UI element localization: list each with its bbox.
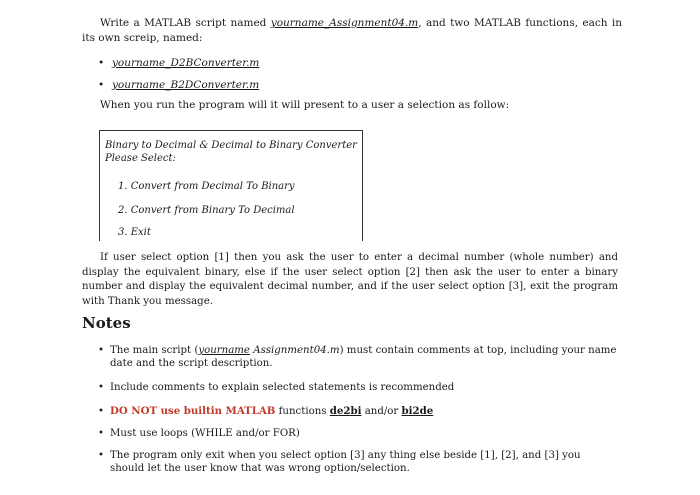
menu-option-3: 3. Exit <box>118 227 151 238</box>
menu-title: Binary to Decimal & Decimal to Binary Converter <box>105 140 357 151</box>
note-item: • Must use loops (WHILE and/or FOR) <box>98 427 618 440</box>
function-bi2de: bi2de <box>401 405 434 417</box>
intro-part2: , and two MATLAB functions, each in its own screip, named: <box>82 17 623 44</box>
notes-heading: Notes <box>82 314 131 332</box>
menu-option-1: 1. Convert from Decimal To Binary <box>118 181 295 192</box>
note-item: • Include comments to explain selected statements is recommended <box>98 381 618 394</box>
function-file-item: • yourname_D2BConverter.m <box>98 52 259 74</box>
note-item: • The program only exit when you select option [3] any thing else beside [1], [2], and [3] you should let the user know that was wrong option/selection. <box>98 449 618 475</box>
function-file-item: • yourname_B2DConverter.m <box>98 74 259 96</box>
menu-preview-box <box>99 130 363 241</box>
warning-text: DO NOT use builtin MATLAB <box>110 405 276 417</box>
when-run-text: When you run the program will it will present to a user a selection as follow: <box>100 99 510 111</box>
intro-part1: Write a MATLAB script named <box>100 17 267 29</box>
note-item: • DO NOT use builtin MATLAB functions de2bi and/or bi2de <box>98 405 618 418</box>
intro-text <box>82 16 622 46</box>
function-file-list <box>98 52 259 96</box>
script-name: yourname_Assignment04.m <box>270 17 419 29</box>
note-item: • The main script (yourname Assignment04.m) must contain comments at top, including your name date and the script description. <box>98 344 618 370</box>
menu-option-2: 2. Convert from Binary To Decimal <box>118 205 295 216</box>
notes-list <box>98 344 618 475</box>
menu-prompt: Please Select: <box>105 153 176 164</box>
function-de2bi: de2bi <box>329 405 362 417</box>
instruction-paragraph: If user select option [1] then you ask the user to enter a decimal number (whole number) and display the equivalent binary, else if the user select option [2] then ask the user to enter a binary number and display the equivalent decimal number, and if the user select option [3], exit the program with Thank you message. <box>82 252 618 307</box>
